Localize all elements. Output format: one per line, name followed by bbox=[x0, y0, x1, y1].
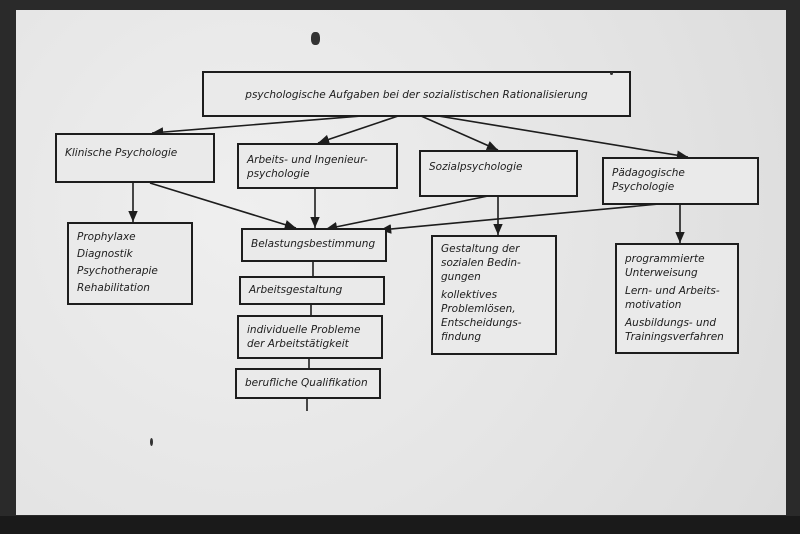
list-item: Prophylaxe bbox=[77, 231, 136, 243]
chain-label: berufliche Qualifikation bbox=[245, 377, 368, 389]
dust-speck bbox=[311, 32, 320, 45]
root-box bbox=[202, 71, 631, 117]
list-item: Entscheidungs- bbox=[441, 317, 522, 329]
detail-list-sozial bbox=[431, 235, 557, 355]
list-item: Ausbildungs- und bbox=[625, 317, 717, 329]
list-item: Trainingsverfahren bbox=[625, 331, 724, 343]
branch-arbeits-ingenieurpsychologie bbox=[237, 143, 398, 189]
chain-label: individuelle Probleme bbox=[247, 324, 361, 336]
list-item: Diagnostik bbox=[77, 248, 133, 260]
chain-label: Arbeitsgestaltung bbox=[249, 284, 343, 296]
list-item: Problemlösen, bbox=[441, 303, 516, 315]
branch-label: Klinische Psychologie bbox=[65, 147, 178, 159]
list-item: Psychotherapie bbox=[77, 265, 158, 277]
list-item: motivation bbox=[625, 299, 682, 311]
chain-label: der Arbeitstätigkeit bbox=[247, 338, 349, 350]
branch-sozialpsychologie bbox=[419, 150, 578, 197]
arrow-sozial-to-belastung bbox=[326, 196, 488, 229]
dust-speck bbox=[610, 72, 613, 75]
chain-arbeitsgestaltung bbox=[239, 276, 385, 305]
branch-label: Arbeits- und Ingenieur- bbox=[247, 154, 368, 166]
branch-label: Sozialpsychologie bbox=[429, 161, 523, 173]
dust-speck bbox=[150, 438, 153, 446]
chain-berufliche-qualifikation bbox=[235, 368, 381, 399]
chain-individuelle-probleme bbox=[237, 315, 383, 359]
arrow-root-to-sozial bbox=[412, 112, 498, 150]
detail-list-paed bbox=[615, 243, 739, 354]
list-item: gungen bbox=[441, 271, 481, 283]
branch-paedagogische-psychologie bbox=[602, 157, 759, 205]
branch-label: Psychologie bbox=[612, 181, 675, 193]
chain-label: Belastungsbestimmung bbox=[251, 238, 376, 250]
list-item: Gestaltung der bbox=[441, 243, 520, 255]
list-item: sozialen Bedin- bbox=[441, 257, 521, 269]
chain-belastungsbestimmung bbox=[241, 228, 387, 262]
list-item: findung bbox=[441, 331, 482, 343]
arrow-paed-to-belastung bbox=[380, 203, 670, 230]
root-label: psychologische Aufgaben bei der sozialistischen Rationalisierung bbox=[245, 89, 588, 101]
detail-list-klinisch bbox=[67, 222, 193, 305]
branch-label: psychologie bbox=[247, 168, 310, 180]
list-item: kollektives bbox=[441, 289, 498, 301]
list-item: programmierte bbox=[625, 253, 705, 265]
branch-klinische-psychologie bbox=[55, 133, 215, 183]
list-item: Lern- und Arbeits- bbox=[625, 285, 720, 297]
list-item: Unterweisung bbox=[625, 267, 698, 279]
list-item: Rehabilitation bbox=[77, 282, 150, 294]
branch-label: Pädagogische bbox=[612, 167, 685, 179]
